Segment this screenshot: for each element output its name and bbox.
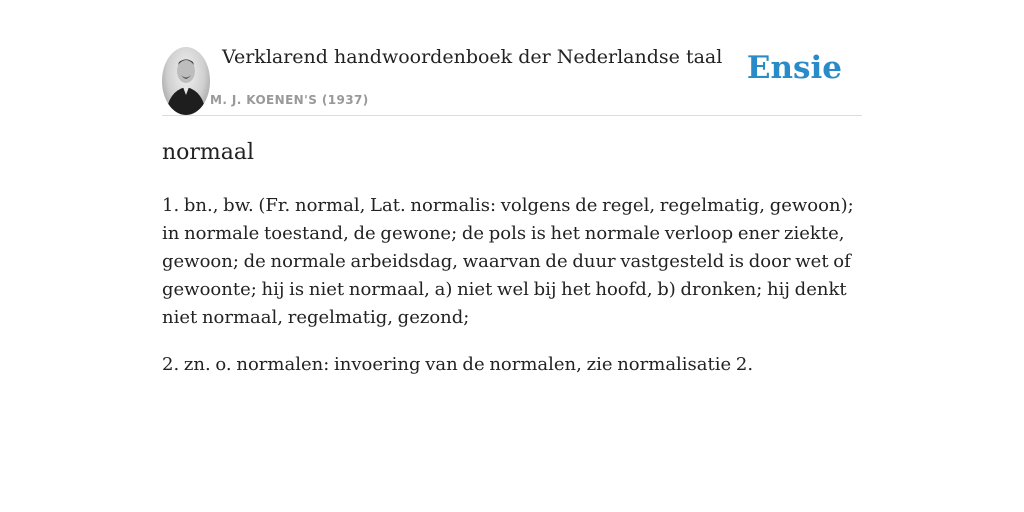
definition-item: 2. zn. o. normalen: invoering van de normalen, zie normalisatie 2. [162,354,754,375]
book-author: M. J. KOENEN'S (1937) [210,93,369,107]
definition-item: 1. bn., bw. (Fr. normal, Lat. normalis: volgens de regel, regelmatig, gewoon); in normale toestand, de gewone; de pols is het normale verloop ener ziekte, gewoon; de normale arbeidsdag, waarvan de duur vastgesteld is door wet of gewoonte; hij is niet normaal, a) niet wel bij het hoofd, b) dronken; hij denkt niet normaal, regelmatig, gezond; [162,195,854,328]
ensie-logo[interactable]: Ensie [746,50,842,86]
book-header [162,46,862,116]
book-title: Verklarend handwoordenboek der Nederlandse taal [222,46,723,68]
entry-headword: normaal [162,140,255,165]
author-portrait-icon [162,47,210,115]
entry-definitions [162,192,862,398]
